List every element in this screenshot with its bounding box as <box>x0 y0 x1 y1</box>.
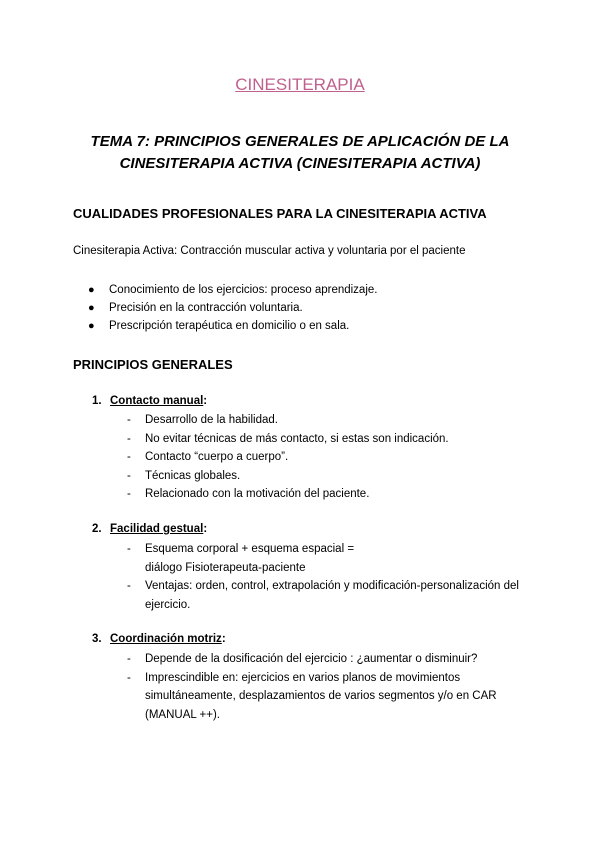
sub-list-item <box>127 540 375 577</box>
sub-list-item <box>127 411 525 430</box>
list-item-text: Conocimiento de los ejercicios: proceso aprendizaje. <box>109 284 378 296</box>
item-1-subitems <box>127 411 525 504</box>
item-heading: Contacto manual <box>110 395 204 407</box>
sub-item-text: Contacto “cuerpo a cuerpo”. <box>145 451 289 463</box>
dash-marker: - <box>127 653 131 665</box>
document-title: CINESITERAPIA <box>235 75 365 94</box>
section-heading-principios: PRINCIPIOS GENERALES <box>73 357 233 372</box>
sub-item-text: Relacionado con la motivación del paciente. <box>145 488 370 500</box>
sub-item-text: Desarrollo de la habilidad. <box>145 414 278 426</box>
sub-list-item <box>127 577 525 614</box>
dash-marker: - <box>127 432 131 445</box>
item-number: 1. <box>92 395 102 407</box>
sub-list-item <box>127 669 525 725</box>
list-item-text: Precisión en la contracción voluntaria. <box>109 302 303 314</box>
dash-marker: - <box>127 414 131 426</box>
numbered-item-2 <box>92 523 207 535</box>
bullet-icon: ● <box>88 302 95 314</box>
bullet-icon: ● <box>88 284 95 296</box>
tema-title <box>60 131 540 175</box>
sub-list-item <box>127 467 525 486</box>
sub-item-text: Esquema corporal + esquema espacial = diálogo Fisioterapeuta-paciente <box>145 543 355 574</box>
item-colon: : <box>203 395 208 407</box>
dash-marker: - <box>127 671 131 684</box>
item-heading: Facilidad gestual <box>110 523 204 535</box>
dash-marker: - <box>127 580 131 592</box>
item-heading: Coordinación motriz <box>110 633 222 645</box>
item-3-subitems <box>127 650 525 724</box>
section-heading-cualidades: CUALIDADES PROFESIONALES PARA LA CINESITERAPIA ACTIVA <box>73 206 487 221</box>
sub-list-item <box>127 430 525 449</box>
list-item <box>88 299 377 317</box>
dash-marker: - <box>127 488 131 500</box>
cualidades-bullet-list <box>88 281 377 335</box>
sub-list-item <box>127 448 525 467</box>
list-item-text: Prescripción terapéutica en domicilio o en sala. <box>109 320 350 332</box>
dash-marker: - <box>127 451 131 463</box>
sub-list-item <box>127 485 525 504</box>
list-item <box>88 281 377 299</box>
item-2-subitems <box>127 540 525 614</box>
item-colon: : <box>203 523 208 535</box>
sub-item-text: Imprescindible en: ejercicios en varios planos de movimientos simultáneamente, desplazamientos de varios segmentos y/o en CAR (MANUAL ++). <box>145 671 497 721</box>
sub-item-text: Técnicas globales. <box>145 469 241 482</box>
sub-item-text: No evitar técnicas de más contacto, si estas son indicación. <box>145 432 449 445</box>
numbered-item-1 <box>92 395 207 407</box>
tema-title-line-1: TEMA 7: PRINCIPIOS GENERALES DE APLICACIÓN DE LA <box>90 133 510 150</box>
numbered-item-3 <box>92 633 226 645</box>
sub-list-item <box>127 650 525 669</box>
item-number: 2. <box>92 523 102 535</box>
section-intro-text: Cinesiterapia Activa: Contracción muscular activa y voluntaria por el paciente <box>73 245 466 257</box>
dash-marker: - <box>127 543 131 555</box>
list-item <box>88 317 377 335</box>
tema-title-line-2: CINESITERAPIA ACTIVA (CINESITERAPIA ACTIVA) <box>119 155 481 172</box>
sub-item-text: Ventajas: orden, control, extrapolación y modificación-personalización del ejercicio. <box>145 580 519 611</box>
item-number: 3. <box>92 633 102 645</box>
bullet-icon: ● <box>88 320 95 332</box>
sub-item-text: Depende de la dosificación del ejercicio : ¿aumentar o disminuir? <box>145 653 478 665</box>
item-colon: : <box>221 633 226 645</box>
dash-marker: - <box>127 469 131 482</box>
